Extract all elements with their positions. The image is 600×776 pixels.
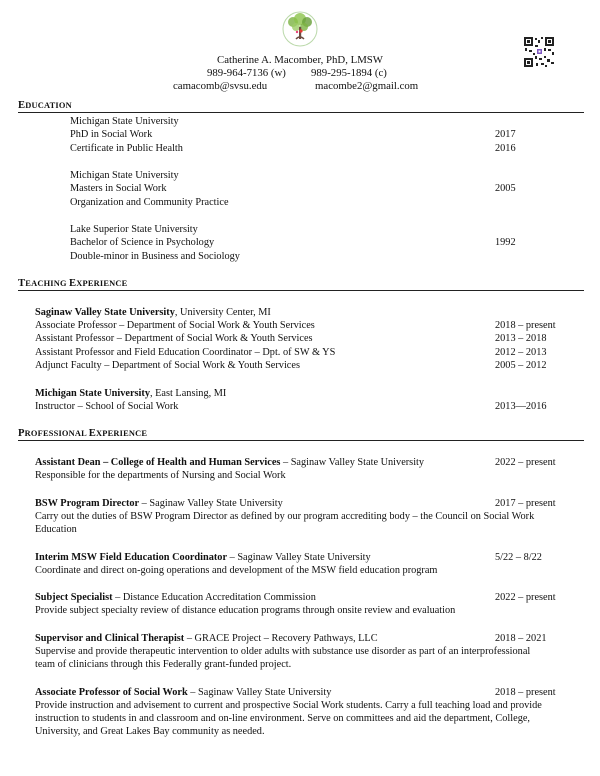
- education-extra: Certificate in Public Health: [70, 143, 183, 154]
- role-title: Assistant Professor and Field Education Coordinator – Dpt. of SW & YS: [35, 347, 336, 358]
- professional-heading: [35, 591, 316, 604]
- professional-org: – Saginaw Valley State University: [139, 498, 283, 509]
- professional-role: Associate Professor of Social Work: [35, 687, 188, 698]
- professional-years: 5/22 – 8/22: [495, 552, 542, 563]
- employer-name: Saginaw Valley State University: [35, 307, 175, 318]
- professional-years: 2018 – present: [495, 687, 556, 698]
- education-degree: PhD in Social Work: [70, 129, 153, 140]
- professional-description: Supervise and provide therapeutic intervention to older adults with substance use disorder as part of an interprofessional team of clinicians through this Federally grant-funded project.: [35, 646, 531, 670]
- phone-work[interactable]: 989-964-7136 (w): [207, 67, 286, 79]
- education-degree-year: 2005: [495, 183, 516, 194]
- employer-heading: [35, 387, 226, 400]
- education-school: Michigan State University: [70, 116, 179, 127]
- candidate-name: Catherine A. Macomber, PhD, LMSW: [217, 54, 383, 66]
- role-years: 2005 – 2012: [495, 360, 547, 371]
- professional-years: 2017 – present: [495, 498, 556, 509]
- role-title: Adjunct Faculty – Department of Social Work & Youth Services: [35, 360, 300, 371]
- role-years: 2018 – present: [495, 320, 556, 331]
- role-years: 2012 – 2013: [495, 347, 547, 358]
- professional-org: – GRACE Project – Recovery Pathways, LLC: [184, 633, 378, 644]
- professional-role: BSW Program Director: [35, 498, 140, 509]
- section-heading-education: EDUCATION: [18, 100, 584, 113]
- tree-logo-icon: [281, 10, 319, 48]
- role-years: 2013 – 2018: [495, 333, 547, 344]
- professional-org: – Saginaw Valley State University: [187, 687, 332, 698]
- professional-heading: [35, 497, 283, 510]
- professional-years: 2022 – present: [495, 592, 556, 603]
- professional-org: – Saginaw Valley State University: [280, 457, 425, 468]
- education-school: Michigan State University: [70, 170, 179, 181]
- education-extra: Double-minor in Business and Sociology: [70, 251, 240, 262]
- email-personal[interactable]: macombe2@gmail.com: [315, 80, 419, 92]
- education-extra: Organization and Community Practice: [70, 197, 229, 208]
- professional-org: – Distance Education Accreditation Commission: [112, 592, 316, 603]
- education-degree: Bachelor of Science in Psychology: [70, 237, 215, 248]
- professional-heading: [35, 551, 371, 564]
- professional-role: Assistant Dean – College of Health and Human Services: [35, 457, 281, 468]
- role-title: Assistant Professor – Department of Social Work & Youth Services: [35, 333, 313, 344]
- professional-heading: [35, 686, 331, 699]
- education-extra-year: 2016: [495, 143, 516, 154]
- email-work[interactable]: camacomb@svsu.edu: [173, 80, 268, 92]
- employer-location: , University Center, MI: [174, 307, 271, 318]
- professional-heading: [35, 456, 424, 469]
- employer-location: , East Lansing, MI: [149, 388, 227, 399]
- professional-heading: [35, 632, 378, 645]
- role-title: Associate Professor – Department of Social Work & Youth Services: [35, 320, 315, 331]
- professional-description: Provide instruction and advisement to current and prospective Social Work students. Carry a full teaching load and provide instruction to students in and classroom and on-line environment. Serve on committees and aid the department, College, University, and Great Lakes Bay community as needed.: [35, 700, 542, 737]
- professional-years: 2022 – present: [495, 457, 556, 468]
- professional-role: Subject Specialist: [35, 592, 113, 603]
- education-degree-year: 2017: [495, 129, 516, 140]
- professional-description: Coordinate and direct on-going operations and development of the MSW field education program: [35, 565, 438, 576]
- role-years: 2013—2016: [495, 401, 547, 412]
- professional-org: – Saginaw Valley State University: [227, 552, 371, 563]
- education-school: Lake Superior State University: [70, 224, 198, 235]
- education-degree-year: 1992: [495, 237, 516, 248]
- employer-name: Michigan State University: [35, 388, 150, 399]
- employer-heading: [35, 306, 271, 319]
- education-degree: Masters in Social Work: [70, 183, 167, 194]
- professional-years: 2018 – 2021: [495, 633, 547, 644]
- role-title: Instructor – School of Social Work: [35, 401, 179, 412]
- section-heading-teaching: TEACHING EXPERIENCE: [18, 278, 584, 291]
- professional-role: Supervisor and Clinical Therapist: [35, 633, 185, 644]
- section-heading-professional: PROFESSIONAL EXPERIENCE: [18, 428, 584, 441]
- professional-description: Provide subject specialty review of distance education programs through onsite review and evaluation: [35, 605, 456, 616]
- phone-cell[interactable]: 989-295-1894 (c): [311, 67, 387, 79]
- professional-description: Carry out the duties of BSW Program Director as defined by our program accrediting body – the Council on Social Work Education: [35, 511, 535, 535]
- professional-role: Interim MSW Field Education Coordinator: [35, 552, 228, 563]
- professional-description: Responsible for the departments of Nursing and Social Work: [35, 470, 286, 481]
